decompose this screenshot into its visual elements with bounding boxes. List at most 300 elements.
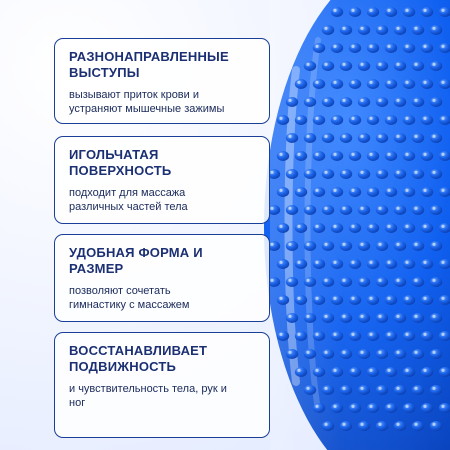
ball-spike-highlight [405, 45, 408, 48]
ball-spike-highlight [405, 261, 408, 264]
ball-spike [304, 169, 316, 179]
ball-spike-highlight [423, 261, 426, 264]
ball-spike [277, 187, 289, 197]
ball-spike-highlight [315, 405, 318, 408]
ball-spike [295, 187, 307, 197]
ball-spike-highlight [342, 387, 345, 390]
ball-spike-highlight [396, 387, 399, 390]
ball-spike [322, 349, 334, 359]
ball-spike [331, 259, 343, 269]
ball-spike-highlight [306, 207, 309, 210]
ball-spike-highlight [441, 261, 444, 264]
ball-spike-highlight [396, 135, 399, 138]
ball-spike [304, 97, 316, 107]
ball-spike [349, 115, 361, 125]
ball-spike-highlight [423, 369, 426, 372]
ball-spike [421, 79, 433, 89]
ball-spike [331, 223, 343, 233]
ball-spike [376, 25, 388, 35]
ball-spike [358, 385, 370, 395]
ball-spike-highlight [306, 351, 309, 354]
feature-desc-4: и чувствительность тела, рук и ног [69, 383, 227, 409]
ball-spike [421, 43, 433, 53]
ball-spike-highlight [315, 225, 318, 228]
ball-spike-highlight [432, 387, 435, 390]
ball-spike [286, 313, 298, 323]
ball-spike [322, 133, 334, 143]
ball-spike [358, 97, 370, 107]
ball-spike [394, 241, 406, 251]
ball-spike [439, 7, 450, 17]
ball-spike-highlight [333, 405, 336, 408]
ball-spike [439, 295, 450, 305]
ball-spike-highlight [432, 351, 435, 354]
ball-spike [403, 259, 415, 269]
ball-spike-highlight [333, 45, 336, 48]
ball-spike-highlight [387, 45, 390, 48]
ball-spike [376, 61, 388, 71]
ball-spike [295, 331, 307, 341]
ball-spike [376, 97, 388, 107]
ball-spike-highlight [297, 153, 300, 156]
ball-spike-highlight [360, 423, 363, 426]
ball-spike [403, 115, 415, 125]
ball-spike [295, 151, 307, 161]
ball-spike-highlight [297, 189, 300, 192]
ball-spike [385, 7, 397, 17]
ball-spike [412, 241, 424, 251]
ball-spike [403, 295, 415, 305]
ball-spike [331, 295, 343, 305]
ball-spike-highlight [423, 45, 426, 48]
ball-spike-highlight [378, 315, 381, 318]
ball-spike-highlight [351, 45, 354, 48]
ball-spike [376, 385, 388, 395]
ball-spike [322, 241, 334, 251]
ball-spike [394, 421, 406, 431]
ball-spike-highlight [315, 297, 318, 300]
feature-title-1: РАЗНОНАПРАВЛЕННЫЕ ВЫСТУПЫ [69, 49, 229, 80]
ball-spike-highlight [360, 351, 363, 354]
ball-spike [376, 313, 388, 323]
ball-spike [421, 223, 433, 233]
ball-spike-highlight [378, 387, 381, 390]
ball-spike [286, 97, 298, 107]
ball-spike [340, 421, 352, 431]
ball-spike [340, 385, 352, 395]
ball-spike [403, 187, 415, 197]
ball-spike [349, 187, 361, 197]
ball-spike-highlight [387, 369, 390, 372]
feature-desc-2: подходит для массажа различных частей тела [69, 187, 188, 213]
ball-spike-highlight [324, 351, 327, 354]
ball-spike [286, 205, 298, 215]
ball-spike [430, 97, 442, 107]
ball-spike [412, 385, 424, 395]
ball-spike [430, 25, 442, 35]
ball-spike [340, 205, 352, 215]
feature-title-3: УДОБНАЯ ФОРМА И РАЗМЕР [69, 245, 203, 276]
ball-spike-highlight [423, 405, 426, 408]
ball-spike [403, 367, 415, 377]
ball-spike [394, 277, 406, 287]
ball-spike-highlight [315, 369, 318, 372]
ball-spike [358, 277, 370, 287]
ball-spike [358, 169, 370, 179]
ball-spike-highlight [432, 135, 435, 138]
ball-spike-highlight [333, 189, 336, 192]
ball-spike-highlight [378, 27, 381, 30]
ball-spike [340, 277, 352, 287]
ball-spike-highlight [315, 81, 318, 84]
ball-spike [367, 7, 379, 17]
ball-spike-highlight [288, 243, 291, 246]
ball-spike-highlight [414, 171, 417, 174]
ball-spike-highlight [405, 369, 408, 372]
ball-spike-highlight [324, 207, 327, 210]
ball-spike-highlight [324, 243, 327, 246]
ball-spike-highlight [396, 63, 399, 66]
ball-spike-highlight [387, 297, 390, 300]
ball-spike [385, 187, 397, 197]
ball-spike-highlight [351, 369, 354, 372]
ball-spike [295, 115, 307, 125]
ball-spike [439, 403, 450, 413]
ball-spike-highlight [423, 333, 426, 336]
ball-spike [367, 151, 379, 161]
ball-spike-highlight [288, 171, 291, 174]
ball-spike-highlight [360, 171, 363, 174]
ball-spike [412, 205, 424, 215]
ball-spike-highlight [342, 135, 345, 138]
ball-spike [439, 187, 450, 197]
ball-spike-highlight [360, 99, 363, 102]
ball-spike [430, 385, 442, 395]
ball-spike [430, 421, 442, 431]
ball-spike-highlight [288, 279, 291, 282]
ball-spike-highlight [324, 423, 327, 426]
ball-spike-highlight [306, 63, 309, 66]
ball-spike-highlight [342, 207, 345, 210]
ball-spike [277, 223, 289, 233]
ball-spike [394, 205, 406, 215]
ball-spike [394, 133, 406, 143]
ball-spike [439, 79, 450, 89]
ball-spike [421, 367, 433, 377]
ball-spike-highlight [378, 99, 381, 102]
ball-spike [313, 43, 325, 53]
ball-spike-highlight [423, 153, 426, 156]
ball-spike-highlight [396, 423, 399, 426]
ball-spike-highlight [270, 279, 273, 282]
ball-spike [430, 277, 442, 287]
ball-spike-highlight [279, 153, 282, 156]
ball-spike [295, 367, 307, 377]
ball-spike-highlight [378, 135, 381, 138]
ball-spike [304, 349, 316, 359]
ball-spike [439, 331, 450, 341]
ball-spike-highlight [342, 351, 345, 354]
ball-spike [367, 331, 379, 341]
ball-spike [412, 133, 424, 143]
ball-spike [367, 223, 379, 233]
ball-spike-highlight [369, 405, 372, 408]
ball-spike [349, 295, 361, 305]
ball-spike-highlight [297, 333, 300, 336]
ball-spike-highlight [306, 135, 309, 138]
ball-spike-highlight [315, 117, 318, 120]
ball-spike-highlight [351, 117, 354, 120]
ball-spike-highlight [414, 63, 417, 66]
ball-spike [349, 7, 361, 17]
ball-spike-highlight [441, 225, 444, 228]
ball-spike [331, 403, 343, 413]
ball-spike [286, 133, 298, 143]
ball-spike [340, 133, 352, 143]
ball-spike-highlight [342, 279, 345, 282]
ball-spike [340, 241, 352, 251]
ball-spike-highlight [324, 135, 327, 138]
ball-spike-highlight [270, 243, 273, 246]
ball-spike [340, 169, 352, 179]
ball-spike-highlight [315, 153, 318, 156]
ball-spike-highlight [432, 315, 435, 318]
ball-spike-highlight [387, 261, 390, 264]
ball-spike-highlight [288, 351, 291, 354]
ball-spike [277, 259, 289, 269]
ball-spike [385, 115, 397, 125]
ball-spike-highlight [360, 243, 363, 246]
ball-spike [349, 43, 361, 53]
ball-spike [412, 277, 424, 287]
ball-spike [376, 169, 388, 179]
ball-spike-highlight [279, 225, 282, 228]
ball-spike [421, 295, 433, 305]
ball-spike-highlight [378, 351, 381, 354]
ball-spike [412, 97, 424, 107]
ball-spike [367, 259, 379, 269]
ball-spike [286, 349, 298, 359]
ball-spike-highlight [414, 243, 417, 246]
ball-spike [430, 313, 442, 323]
ball-spike-highlight [297, 81, 300, 84]
ball-spike [385, 223, 397, 233]
ball-spike-highlight [414, 99, 417, 102]
ball-spike-highlight [351, 405, 354, 408]
ball-spike-highlight [396, 351, 399, 354]
ball-spike-highlight [342, 423, 345, 426]
ball-spike [277, 331, 289, 341]
ball-spike [349, 223, 361, 233]
ball-spike-highlight [369, 369, 372, 372]
ball-spike [313, 187, 325, 197]
ball-spike [295, 295, 307, 305]
ball-spike-highlight [405, 81, 408, 84]
ball-spike-highlight [324, 99, 327, 102]
ball-spike [340, 349, 352, 359]
ball-spike [277, 295, 289, 305]
ball-spike-highlight [432, 27, 435, 30]
ball-spike-highlight [324, 315, 327, 318]
ball-spike [421, 331, 433, 341]
ball-spike [286, 241, 298, 251]
ball-spike [331, 331, 343, 341]
ball-spike-highlight [306, 243, 309, 246]
ball-spike-highlight [441, 369, 444, 372]
ball-spike-highlight [369, 9, 372, 12]
ball-spike [349, 403, 361, 413]
ball-spike [421, 187, 433, 197]
ball-spike [439, 43, 450, 53]
ball-spike [322, 421, 334, 431]
feature-desc-3: позволяют сочетать гимнастику с массажем [69, 285, 190, 311]
ball-spike [358, 241, 370, 251]
ball-spike [376, 349, 388, 359]
ball-spike [349, 367, 361, 377]
ball-spike-highlight [333, 9, 336, 12]
ball-spike-highlight [387, 81, 390, 84]
ball-spike [367, 187, 379, 197]
ball-spike [430, 133, 442, 143]
ball-spike-highlight [387, 153, 390, 156]
ball-spike [430, 169, 442, 179]
ball-spike-highlight [306, 171, 309, 174]
ball-spike-highlight [369, 117, 372, 120]
ball-spike-highlight [414, 207, 417, 210]
ball-spike [322, 97, 334, 107]
ball-spike-highlight [279, 333, 282, 336]
ball-spike [394, 61, 406, 71]
ball-spike [286, 169, 298, 179]
ball-spike-highlight [324, 171, 327, 174]
ball-spike-highlight [279, 261, 282, 264]
ball-spike-highlight [288, 207, 291, 210]
ball-spike-highlight [315, 333, 318, 336]
ball-spike-highlight [288, 135, 291, 138]
ball-spike-highlight [423, 9, 426, 12]
ball-spike [313, 331, 325, 341]
ball-spike-highlight [396, 243, 399, 246]
ball-spike [430, 349, 442, 359]
ball-spike [295, 259, 307, 269]
ball-spike-highlight [396, 99, 399, 102]
ball-spike-highlight [387, 333, 390, 336]
ball-spike [322, 61, 334, 71]
ball-spike-highlight [306, 387, 309, 390]
ball-spike [385, 79, 397, 89]
ball-spike [313, 115, 325, 125]
ball-spike [403, 223, 415, 233]
ball-spike-highlight [405, 189, 408, 192]
ball-spike-highlight [441, 153, 444, 156]
ball-spike-highlight [441, 333, 444, 336]
ball-spike-highlight [360, 315, 363, 318]
ball-spike-highlight [432, 171, 435, 174]
ball-spike-highlight [432, 423, 435, 426]
ball-spike [331, 43, 343, 53]
ball-spike-highlight [414, 27, 417, 30]
ball-spike-highlight [441, 189, 444, 192]
ball-spike-highlight [405, 117, 408, 120]
ball-spike [430, 241, 442, 251]
ball-spike [286, 277, 298, 287]
ball-spike-highlight [396, 27, 399, 30]
ball-spike [403, 79, 415, 89]
ball-spike-highlight [432, 63, 435, 66]
ball-spike-highlight [378, 423, 381, 426]
ball-spike [367, 79, 379, 89]
ball-spike [376, 421, 388, 431]
ball-spike-highlight [306, 279, 309, 282]
ball-spike-highlight [378, 243, 381, 246]
feature-card-3 [54, 234, 270, 322]
ball-spike-highlight [369, 225, 372, 228]
ball-spike-highlight [378, 171, 381, 174]
ball-spike-highlight [396, 171, 399, 174]
ball-spike [304, 277, 316, 287]
ball-spike-highlight [333, 261, 336, 264]
ball-spike-highlight [351, 81, 354, 84]
ball-spike [304, 313, 316, 323]
ball-spike-highlight [441, 81, 444, 84]
ball-spike [385, 151, 397, 161]
ball-spike [331, 79, 343, 89]
ball-spike-highlight [306, 315, 309, 318]
ball-spike [367, 115, 379, 125]
ball-spike-highlight [342, 63, 345, 66]
ball-spike [403, 43, 415, 53]
ball-spike-highlight [387, 405, 390, 408]
ball-spike-highlight [351, 153, 354, 156]
ball-spike-highlight [333, 81, 336, 84]
ball-spike-highlight [297, 225, 300, 228]
ball-spike [403, 151, 415, 161]
ball-spike [385, 403, 397, 413]
ball-spike-highlight [351, 297, 354, 300]
ball-spike-highlight [414, 423, 417, 426]
ball-spike-highlight [396, 315, 399, 318]
ball-spike [295, 79, 307, 89]
ball-spike [313, 367, 325, 377]
ball-spike-highlight [396, 279, 399, 282]
ball-spike-highlight [405, 9, 408, 12]
ball-spike [367, 295, 379, 305]
ball-spike [331, 187, 343, 197]
ball-spike [313, 403, 325, 413]
ball-spike-highlight [405, 297, 408, 300]
ball-spike-highlight [333, 225, 336, 228]
ball-spike [358, 349, 370, 359]
ball-spike-highlight [414, 387, 417, 390]
ball-spike-highlight [360, 207, 363, 210]
ball-spike-highlight [423, 225, 426, 228]
ball-spike-highlight [405, 405, 408, 408]
ball-spike-highlight [297, 297, 300, 300]
ball-spike [394, 385, 406, 395]
ball-spike [277, 115, 289, 125]
ball-spike [403, 7, 415, 17]
ball-spike-highlight [351, 225, 354, 228]
ball-spike-highlight [414, 135, 417, 138]
ball-spike-highlight [333, 369, 336, 372]
ball-spike-highlight [360, 387, 363, 390]
ball-spike [322, 205, 334, 215]
ball-spike [439, 223, 450, 233]
ball-spike-highlight [351, 189, 354, 192]
ball-spike-highlight [360, 135, 363, 138]
ball-spike-highlight [270, 171, 273, 174]
ball-spike [313, 223, 325, 233]
